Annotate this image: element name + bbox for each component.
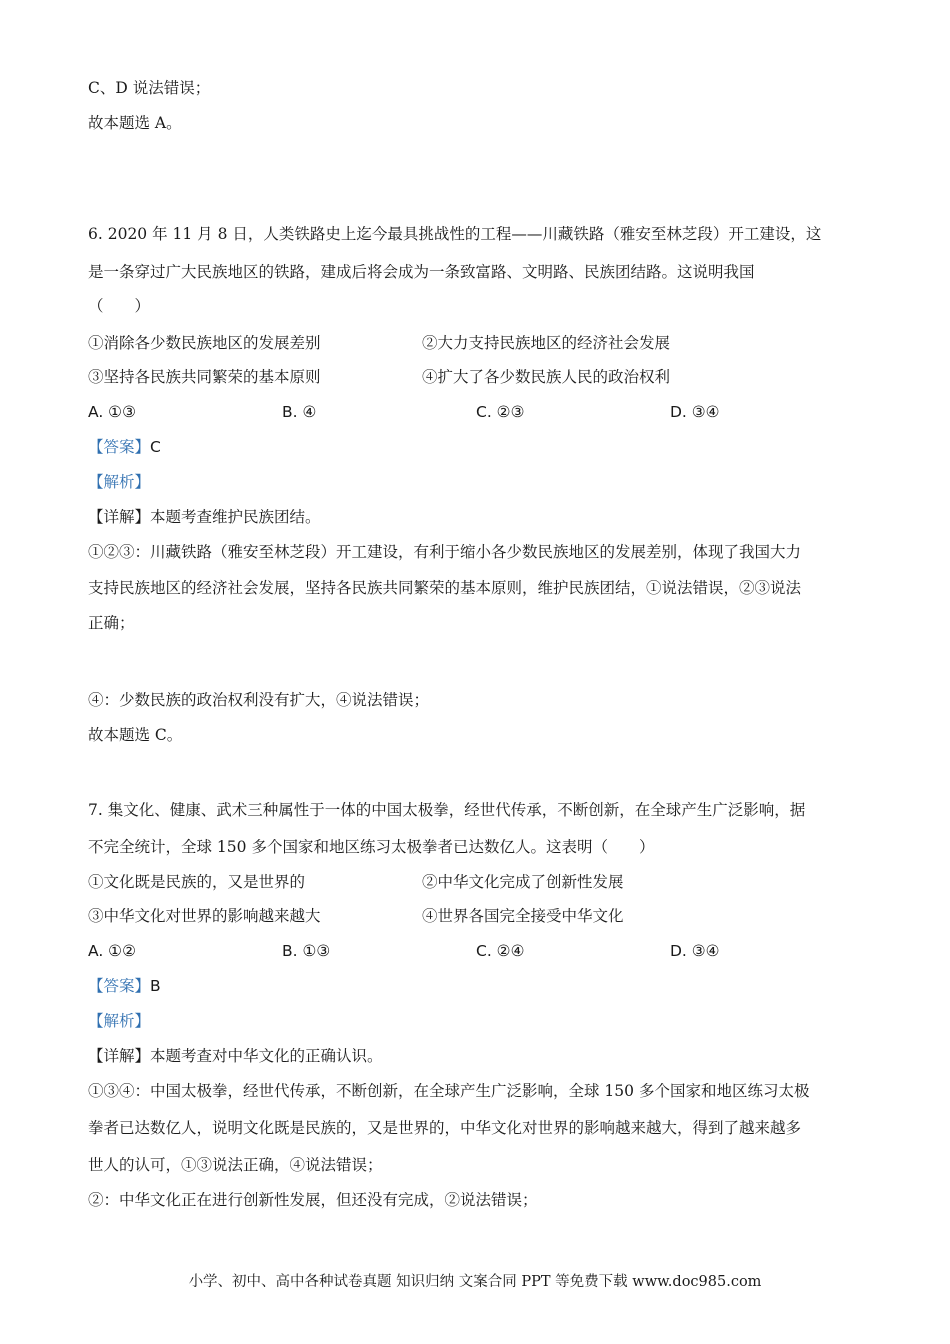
prev-line-1: C、D 说法错误；	[88, 79, 211, 97]
q6-explanation-3: 正确；	[88, 614, 135, 632]
q7-option-d: D. ③④	[670, 942, 720, 960]
q6-statement-2: ②大力支持民族地区的经济社会发展	[422, 334, 671, 352]
q7-explanation-4: ②：中华文化正在进行创新性发展，但还没有完成，②说法错误；	[88, 1191, 538, 1209]
q7-statement-1: ①文化既是民族的，又是世界的	[88, 873, 306, 891]
q6-option-b: B. ④	[282, 403, 317, 421]
q6-stem-2: 是一条穿过广大民族地区的铁路，建成后将会成为一条致富路、文明路、民族团结路。这说明我国	[88, 263, 755, 281]
prev-conclusion: 故本题选 A。	[88, 114, 182, 132]
q6-answer-line	[88, 437, 161, 457]
q7-answer-line	[88, 976, 161, 996]
q6-conclusion: 故本题选 C。	[88, 726, 183, 744]
q6-explanation-2: 支持民族地区的经济社会发展，坚持各民族共同繁荣的基本原则，维护民族团结，①说法错误，②③说法	[88, 579, 802, 597]
q7-answer-tag: 【答案】	[88, 977, 151, 995]
q7-statement-3: ③中华文化对世界的影响越来越大	[88, 907, 321, 925]
q7-option-a: A. ①②	[88, 942, 136, 960]
q7-statement-2: ②中华文化完成了创新性发展	[422, 873, 624, 891]
q6-analysis-tag: 【解析】	[88, 473, 151, 491]
q6-explanation-4: ④：少数民族的政治权利没有扩大，④说法错误；	[88, 691, 430, 709]
q6-answer-tag: 【答案】	[88, 438, 151, 456]
q7-answer-value: B	[150, 977, 161, 995]
q6-stem-1: 6. 2020 年 11 月 8 日，人类铁路史上迄今最具挑战性的工程——川藏铁路（雅安至林芝段）开工建设，这	[88, 225, 822, 243]
q7-stem-1: 7. 集文化、健康、武术三种属性于一体的中国太极拳，经世代传承，不断创新，在全球产生广泛影响，据	[88, 801, 806, 819]
q7-explanation-1: ①③④：中国太极拳，经世代传承，不断创新，在全球产生广泛影响，全球 150 多个国家和地区练习太极	[88, 1082, 810, 1100]
q6-detail: 【详解】本题考查维护民族团结。	[88, 508, 321, 526]
q7-analysis-tag: 【解析】	[88, 1012, 151, 1030]
q6-answer-value: C	[150, 438, 161, 456]
q7-explanation-2: 拳者已达数亿人，说明文化既是民族的，又是世界的，中华文化对世界的影响越来越大，得到了越来越多	[88, 1119, 802, 1137]
q6-explanation-1: ①②③：川藏铁路（雅安至林芝段）开工建设，有利于缩小各少数民族地区的发展差别，体现了我国大力	[88, 543, 802, 561]
q6-option-a: A. ①③	[88, 403, 136, 421]
q6-option-d: D. ③④	[670, 403, 720, 421]
q7-stem-2: 不完全统计，全球 150 多个国家和地区练习太极拳者已达数亿人。这表明（ ）	[88, 838, 655, 856]
q6-stem-3: （ ）	[88, 297, 151, 315]
q7-detail: 【详解】本题考查对中华文化的正确认识。	[88, 1047, 383, 1065]
q7-explanation-3: 世人的认可，①③说法正确，④说法错误；	[88, 1156, 383, 1174]
q6-statement-3: ③坚持各民族共同繁荣的基本原则	[88, 368, 321, 386]
page-footer: 小学、初中、高中各种试卷真题 知识归纳 文案合同 PPT 等免费下载 www.doc985.com	[188, 1274, 762, 1290]
q7-option-b: B. ①③	[282, 942, 331, 960]
q6-statement-4: ④扩大了各少数民族人民的政治权利	[422, 368, 671, 386]
q6-option-c: C. ②③	[476, 403, 525, 421]
q6-statement-1: ①消除各少数民族地区的发展差别	[88, 334, 321, 352]
q7-statement-4: ④世界各国完全接受中华文化	[422, 907, 624, 925]
q7-option-c: C. ②④	[476, 942, 525, 960]
